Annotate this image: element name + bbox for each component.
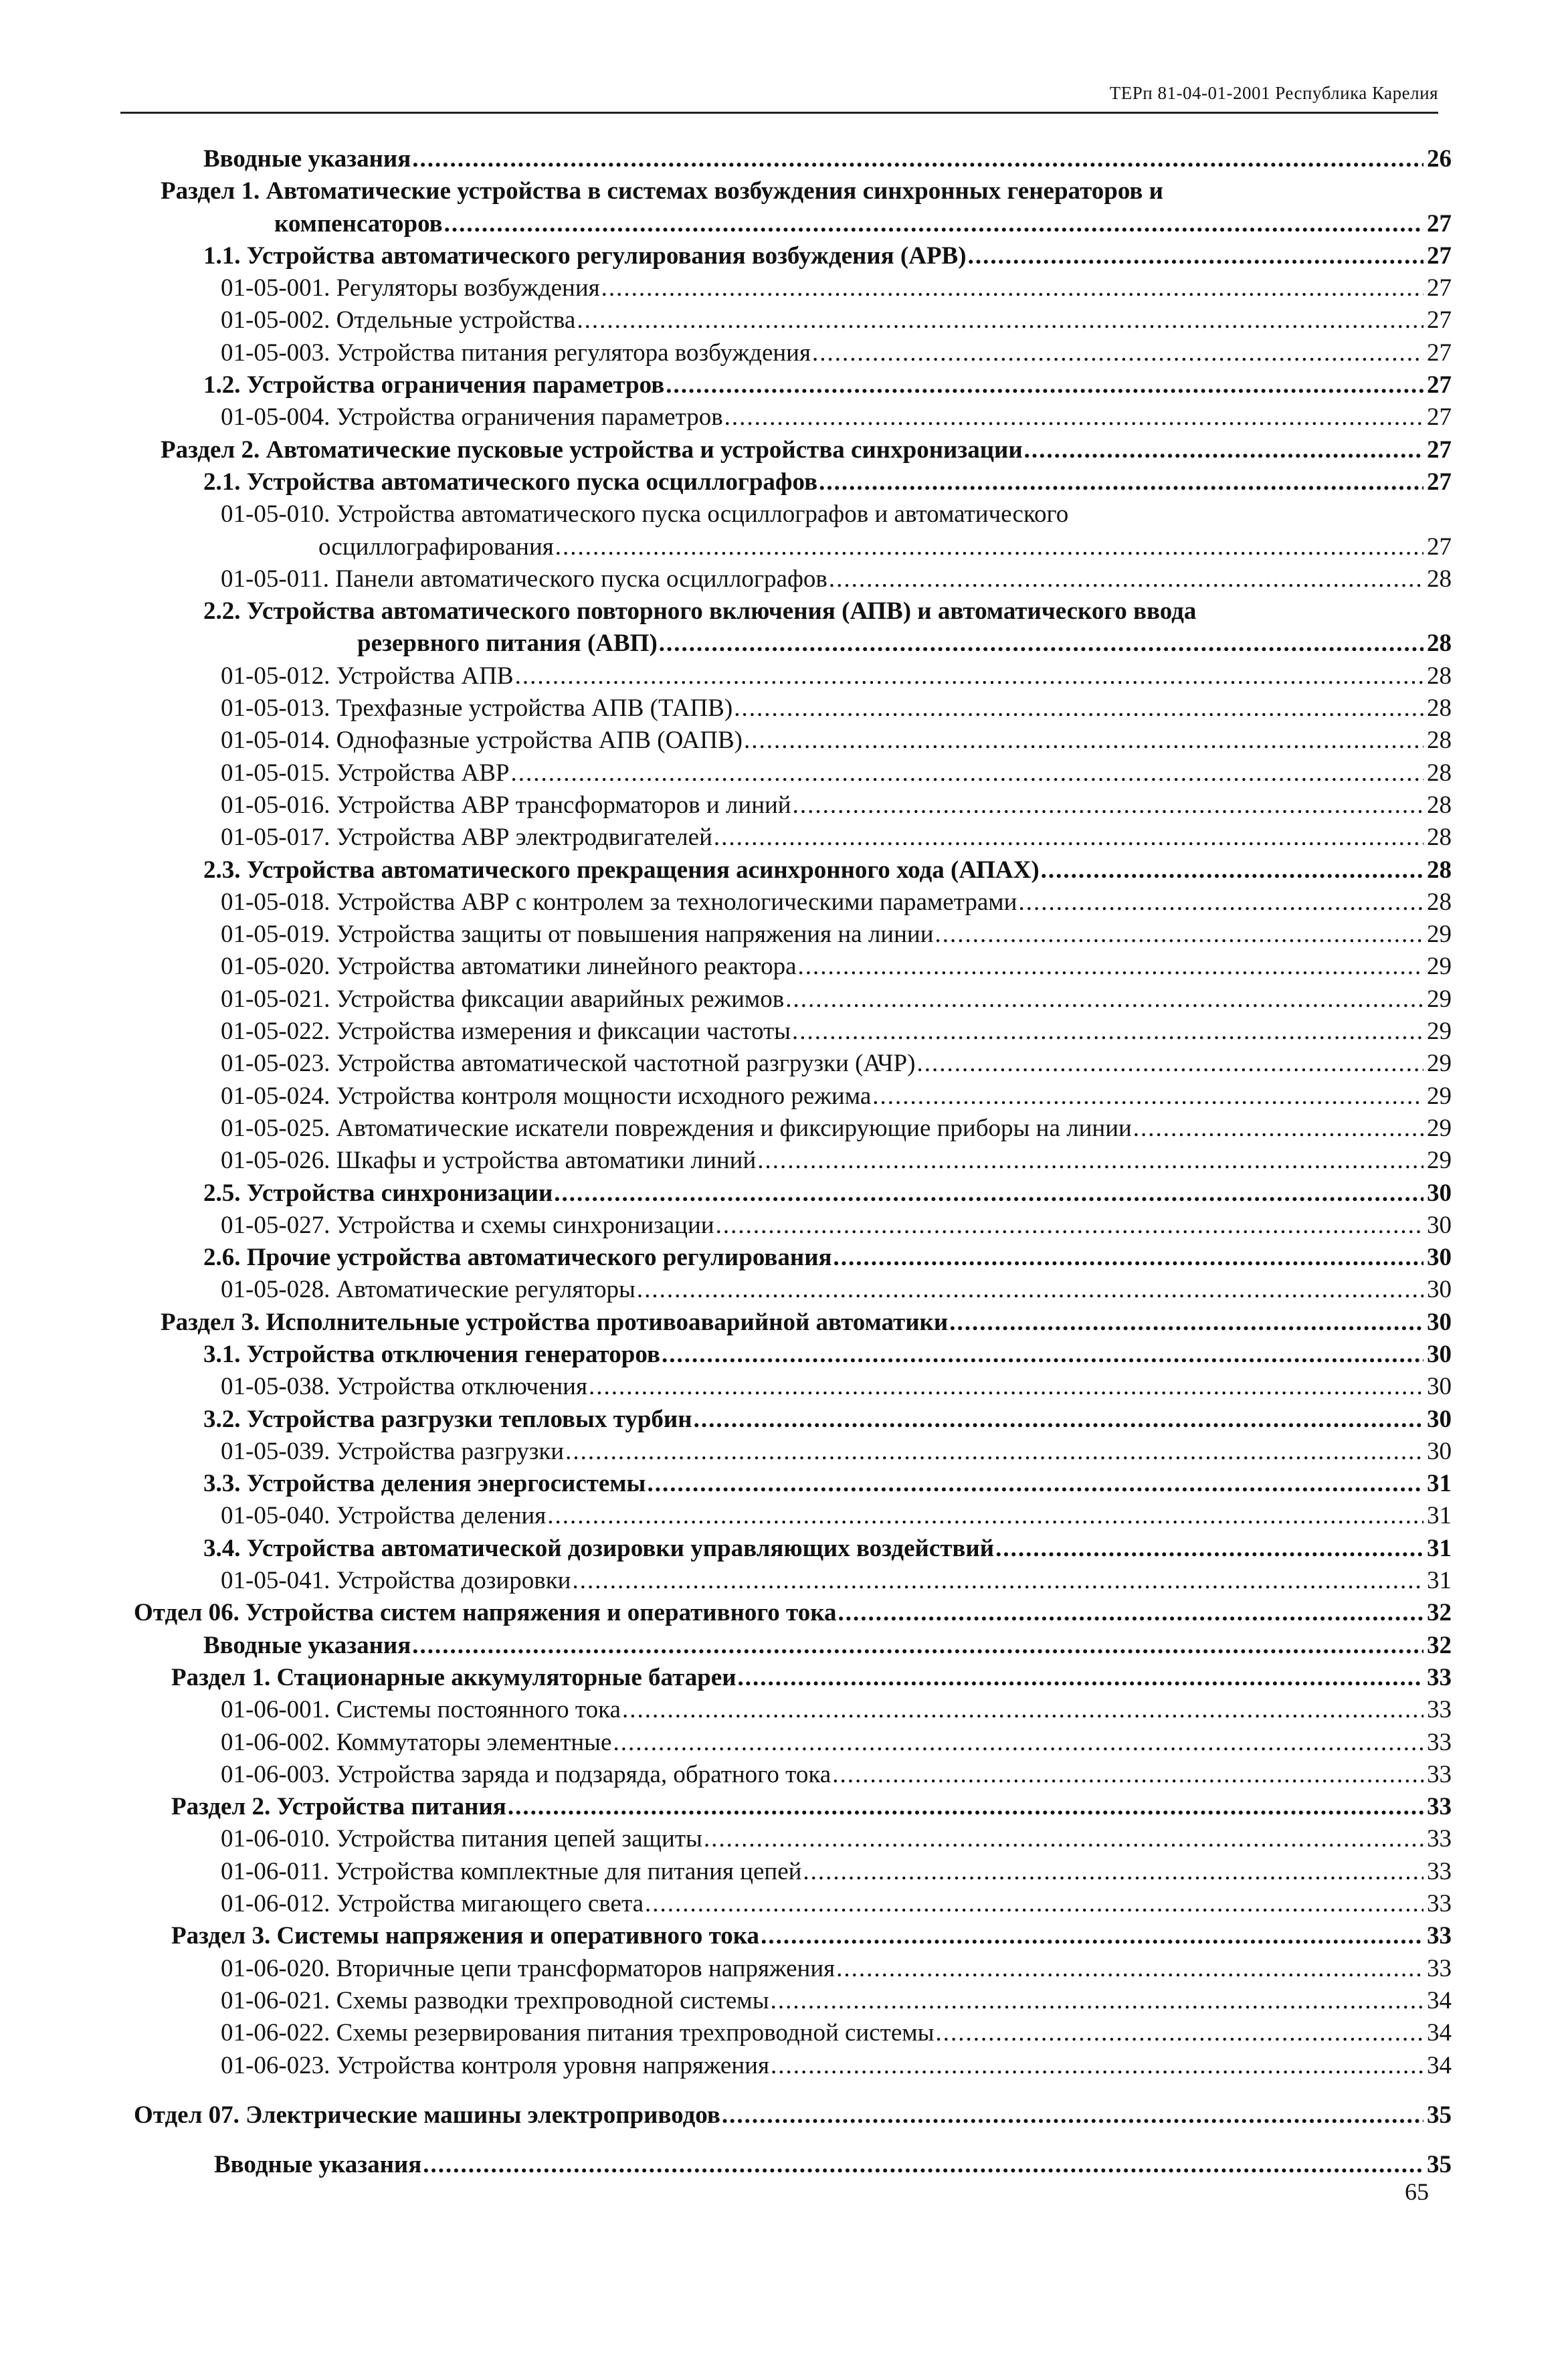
dot-leader [647, 1468, 1424, 1500]
toc-page-number: 30 [1427, 1308, 1452, 1336]
toc-entry-label-continuation: компенсаторов [274, 209, 443, 238]
toc-entry[interactable] [120, 1533, 1452, 1565]
toc-entry-label: 01-05-013. Трехфазные устройства АПВ (ТАПВ) [221, 694, 733, 723]
toc-page-number: 33 [1427, 1857, 1452, 1885]
toc-entry-label: 01-05-028. Автоматические регуляторы [221, 1276, 635, 1304]
toc-entry-label: 01-05-004. Устройства ограничения параметров [221, 403, 723, 432]
dot-leader [1018, 886, 1424, 919]
toc-entry[interactable] [120, 595, 1452, 660]
dot-leader [662, 1339, 1424, 1371]
dot-leader [622, 1694, 1424, 1726]
toc-entry-label: Раздел 2. Автоматические пусковые устройства и устройства синхронизации [161, 436, 1023, 464]
toc-page-number: 28 [1427, 694, 1452, 723]
toc-page-number: 35 [1427, 2101, 1452, 2129]
toc-entry-label: 01-05-011. Панели автоматического пуска осциллографов [221, 565, 827, 593]
toc-entry[interactable] [120, 1823, 1452, 1855]
toc-entry[interactable] [120, 337, 1452, 369]
dot-leader [838, 1597, 1424, 1629]
toc-entry[interactable] [120, 466, 1452, 498]
toc-entry[interactable] [120, 369, 1452, 401]
toc-entry[interactable] [120, 822, 1452, 854]
toc-entry-label: 01-06-010. Устройства питания цепей защиты [221, 1825, 702, 1853]
toc-entry-label: 1.1. Устройства автоматического регулирования возбуждения (АРВ) [203, 242, 967, 270]
toc-entry-label: 01-05-002. Отдельные устройства [221, 306, 576, 335]
dot-leader [803, 1856, 1424, 1888]
toc-page-number: 28 [1427, 888, 1452, 916]
toc-entry[interactable] [120, 1404, 1452, 1436]
dot-leader [872, 1080, 1424, 1113]
toc-entry[interactable] [120, 951, 1452, 983]
toc-entry[interactable] [120, 1016, 1452, 1048]
toc-page-number: 27 [1427, 209, 1452, 238]
toc-page-number: 27 [1427, 306, 1452, 335]
toc-entry[interactable] [120, 2149, 1452, 2181]
toc-entry[interactable] [120, 1630, 1452, 1662]
toc-entry-label: Раздел 3. Системы напряжения и оперативного тока [171, 1922, 760, 1950]
dot-leader [515, 660, 1424, 692]
toc-entry-label: 2.2. Устройства автоматического повторного включения (АПВ) и автоматического ввода [203, 597, 1197, 626]
dot-leader [832, 1759, 1424, 1791]
toc-entry-label: 01-05-016. Устройства АВР трансформаторов и линий [221, 791, 791, 819]
toc-entry-label: 01-05-025. Автоматические искатели повреждения и фиксирующие приборы на линии [221, 1114, 1132, 1142]
dot-leader [757, 1145, 1424, 1177]
toc-page-number: 28 [1427, 662, 1452, 690]
toc-entry[interactable] [120, 1759, 1452, 1791]
toc-page-number: 34 [1427, 2019, 1452, 2047]
toc-entry-label: 01-05-027. Устройства и схемы синхронизации [221, 1211, 714, 1239]
toc-page-number: 31 [1427, 1567, 1452, 1595]
dot-leader [744, 725, 1424, 757]
toc-entry[interactable] [120, 757, 1452, 789]
dot-leader [812, 337, 1424, 369]
toc-entry[interactable] [120, 1307, 1452, 1339]
toc-page-number: 29 [1427, 1082, 1452, 1110]
toc-entry-label: 01-05-026. Шкафы и устройства автоматики линий [221, 1147, 757, 1175]
toc-entry-label: Отдел 07. Электрические машины электроприводов [134, 2101, 720, 2129]
dot-leader [510, 757, 1424, 789]
toc-page-number: 27 [1427, 242, 1452, 270]
toc-entry[interactable] [120, 919, 1452, 951]
toc-entry-label: 3.1. Устройства отключения генераторов [203, 1340, 660, 1368]
toc-entry[interactable] [120, 498, 1452, 563]
toc-page-number: 32 [1427, 1631, 1452, 1659]
toc-entry[interactable] [120, 1145, 1452, 1177]
toc-page-number: 33 [1427, 1760, 1452, 1788]
dot-leader [829, 563, 1424, 595]
toc-entry[interactable] [120, 1210, 1452, 1242]
toc-page-number: 33 [1427, 1728, 1452, 1756]
dot-leader [968, 240, 1424, 272]
toc-page-number: 30 [1427, 1340, 1452, 1368]
toc-spacer [120, 2132, 1452, 2149]
toc-entry-label: 01-05-040. Устройства деления [221, 1502, 547, 1530]
toc-page-number: 30 [1427, 1211, 1452, 1239]
dot-leader [936, 2017, 1424, 2049]
dot-leader [577, 304, 1424, 337]
dot-leader [785, 983, 1424, 1016]
toc-page-number: 27 [1427, 533, 1452, 561]
toc-entry-label: 01-06-002. Коммутаторы элементные [221, 1728, 612, 1756]
toc-page-number: 29 [1427, 1050, 1452, 1078]
toc-entry-label: Вводные указания [214, 2151, 422, 2179]
toc-entry-label: 01-05-012. Устройства АПВ [221, 662, 514, 690]
dot-leader [666, 369, 1424, 401]
toc-entry-label: 01-06-003. Устройства заряда и подзаряда, обратного тока [221, 1760, 831, 1788]
toc-entry-label: 01-06-001. Системы постоянного тока [221, 1696, 621, 1724]
toc-entry[interactable] [120, 725, 1452, 757]
dot-leader [916, 1048, 1424, 1080]
toc-entry[interactable] [120, 1080, 1452, 1113]
toc-entry[interactable] [120, 2017, 1452, 2049]
toc-entry-label: 01-06-021. Схемы разводки трехпроводной системы [221, 1986, 769, 2014]
toc-page-number: 30 [1427, 1179, 1452, 1207]
toc-entry-label: 01-05-039. Устройства разгрузки [221, 1437, 565, 1465]
toc-page-number: 30 [1427, 1276, 1452, 1304]
toc-page-number: 27 [1427, 371, 1452, 399]
toc-page-number: 26 [1427, 145, 1452, 173]
toc-page-number: 27 [1427, 403, 1452, 432]
toc-page-number: 28 [1427, 565, 1452, 593]
toc-entry[interactable] [120, 1565, 1452, 1597]
toc-page-number: 29 [1427, 1018, 1452, 1046]
dot-leader [716, 1210, 1424, 1242]
toc-entry-label: Отдел 06. Устройства систем напряжения и оперативного тока [134, 1599, 837, 1627]
toc-entry-label: 01-05-038. Устройства отключения [221, 1373, 587, 1401]
toc-page-number: 27 [1427, 339, 1452, 367]
toc-entry[interactable] [120, 1274, 1452, 1306]
toc-page-number: 27 [1427, 468, 1452, 496]
toc-entry-label: 01-05-041. Устройства дозировки [221, 1567, 571, 1595]
toc-entry[interactable] [120, 1694, 1452, 1726]
page-number: 65 [1405, 2178, 1429, 2205]
toc-entry[interactable] [120, 886, 1452, 919]
dot-leader [1024, 434, 1424, 466]
dot-leader [722, 2099, 1424, 2132]
dot-leader [819, 466, 1424, 498]
toc-entry[interactable] [120, 1597, 1452, 1629]
toc-entry[interactable] [120, 1888, 1452, 1920]
toc-entry[interactable] [120, 1985, 1452, 2017]
toc-entry-label: 01-05-017. Устройства АВР электродвигателей [221, 824, 712, 852]
dot-leader [738, 1662, 1424, 1694]
toc-page-number: 30 [1427, 1244, 1452, 1272]
toc-entry-label: Раздел 1. Стационарные аккумуляторные батареи [171, 1663, 737, 1691]
toc-entry-label: 01-05-020. Устройства автоматики линейного реактора [221, 953, 797, 981]
toc-page-number: 35 [1427, 2151, 1452, 2179]
dot-leader [572, 1565, 1424, 1597]
toc-entry[interactable] [120, 2050, 1452, 2082]
toc-entry[interactable] [120, 1242, 1452, 1274]
toc-entry-label: 01-05-023. Устройства автоматической частотной разгрузки (АЧР) [221, 1050, 916, 1078]
toc-page-number: 29 [1427, 953, 1452, 981]
toc-entry-label: 01-05-018. Устройства АВР с контролем за технологическими параметрами [221, 888, 1017, 916]
toc-page-number: 29 [1427, 921, 1452, 949]
dot-leader [771, 1985, 1424, 2017]
table-of-contents [120, 143, 1452, 2181]
toc-page-number: 33 [1427, 1825, 1452, 1853]
dot-leader [793, 789, 1424, 822]
toc-entry[interactable] [120, 1339, 1452, 1371]
toc-page-number: 27 [1427, 274, 1452, 302]
toc-page-number: 31 [1427, 1502, 1452, 1530]
dot-leader [1041, 854, 1424, 886]
toc-entry[interactable] [120, 789, 1452, 822]
toc-page-number: 28 [1427, 759, 1452, 787]
toc-entry[interactable] [120, 401, 1452, 434]
toc-page-number: 29 [1427, 1147, 1452, 1175]
toc-entry[interactable] [120, 1113, 1452, 1145]
dot-leader [444, 208, 1424, 240]
toc-entry[interactable] [120, 854, 1452, 886]
toc-entry-label: 2.5. Устройства синхронизации [203, 1179, 553, 1207]
toc-entry-label: 01-05-021. Устройства фиксации аварийных режимов [221, 985, 785, 1013]
running-header: ТЕРп 81-04-01-2001 Республика Карелия [120, 83, 1438, 114]
toc-entry[interactable] [120, 660, 1452, 692]
toc-entry-label: Раздел 1. Автоматические устройства в системах возбуждения синхронных генераторов и [161, 177, 1163, 205]
toc-entry-label: 01-05-024. Устройства контроля мощности исходного режима [221, 1082, 872, 1110]
toc-entry[interactable] [120, 240, 1452, 272]
toc-page-number: 33 [1427, 1890, 1452, 1918]
toc-page-number: 28 [1427, 824, 1452, 852]
toc-page-number: 27 [1427, 436, 1452, 464]
dot-leader [555, 531, 1424, 563]
toc-entry[interactable] [120, 1920, 1452, 1952]
toc-page-number: 28 [1427, 727, 1452, 755]
toc-entry-label: 01-05-001. Регуляторы возбуждения [221, 274, 600, 302]
toc-entry[interactable] [120, 983, 1452, 1016]
toc-entry[interactable] [120, 1727, 1452, 1759]
dot-leader [645, 1888, 1424, 1920]
toc-page-number: 30 [1427, 1437, 1452, 1465]
toc-entry-label: 01-05-022. Устройства измерения и фиксации частоты [221, 1018, 791, 1046]
toc-entry[interactable] [120, 143, 1452, 175]
toc-entry-label: 2.6. Прочие устройства автоматического регулирования [203, 1244, 832, 1272]
toc-entry-label: 01-05-015. Устройства АВР [221, 759, 510, 787]
dot-leader [714, 822, 1424, 854]
dot-leader [836, 1953, 1424, 1985]
toc-entry[interactable] [120, 1953, 1452, 1985]
toc-entry-label: 1.2. Устройства ограничения параметров [203, 371, 665, 399]
dot-leader [949, 1307, 1424, 1339]
toc-page-number: 31 [1427, 1534, 1452, 1562]
toc-page-number: 28 [1427, 630, 1452, 658]
toc-entry-label: 01-06-023. Устройства контроля уровня напряжения [221, 2051, 769, 2079]
toc-entry-label: Раздел 3. Исполнительные устройства противоаварийной автоматики [161, 1308, 949, 1336]
dot-leader [547, 1500, 1424, 1532]
toc-spacer [120, 2082, 1452, 2099]
toc-page-number: 30 [1427, 1405, 1452, 1433]
toc-entry[interactable] [120, 1856, 1452, 1888]
toc-page-number: 33 [1427, 1696, 1452, 1724]
dot-leader [508, 1791, 1424, 1823]
toc-entry-label: 01-05-014. Однофазные устройства АПВ (ОАПВ) [221, 727, 743, 755]
dot-leader [724, 401, 1424, 434]
toc-entry[interactable] [120, 1662, 1452, 1694]
dot-leader [834, 1242, 1424, 1274]
toc-entry-label: 01-06-012. Устройства мигающего света [221, 1890, 644, 1918]
dot-leader [771, 2050, 1424, 2082]
dot-leader [613, 1727, 1424, 1759]
toc-entry[interactable] [120, 2099, 1452, 2132]
toc-entry[interactable] [120, 1791, 1452, 1823]
dot-leader [412, 143, 1424, 175]
toc-page-number: 32 [1427, 1599, 1452, 1627]
toc-page-number: 29 [1427, 1114, 1452, 1142]
dot-leader [734, 692, 1424, 725]
toc-entry-label: Вводные указания [203, 1631, 411, 1659]
toc-page-number: 33 [1427, 1793, 1452, 1821]
dot-leader [637, 1274, 1424, 1306]
toc-entry[interactable] [120, 692, 1452, 725]
toc-entry-label: Раздел 2. Устройства питания [171, 1793, 506, 1821]
toc-page-number: 33 [1427, 1922, 1452, 1950]
toc-page-number: 28 [1427, 791, 1452, 819]
dot-leader [659, 628, 1424, 660]
toc-page-number: 29 [1427, 985, 1452, 1013]
toc-entry[interactable] [120, 272, 1452, 304]
toc-entry-label: 01-06-011. Устройства комплектные для питания цепей [221, 1857, 802, 1885]
toc-page-number: 34 [1427, 2051, 1452, 2079]
toc-entry-label: Вводные указания [203, 145, 411, 173]
dot-leader [1133, 1113, 1424, 1145]
toc-entry[interactable] [120, 563, 1452, 595]
toc-entry[interactable] [120, 434, 1452, 466]
toc-entry[interactable] [120, 1048, 1452, 1080]
toc-entry-label: 01-05-019. Устройства защиты от повышения напряжения на линии [221, 921, 934, 949]
toc-entry-label: 01-05-003. Устройства питания регулятора возбуждения [221, 339, 811, 367]
toc-entry[interactable] [120, 175, 1452, 240]
toc-entry[interactable] [120, 1436, 1452, 1468]
dot-leader [554, 1177, 1424, 1210]
toc-entry-label: 3.3. Устройства деления энергосистемы [203, 1470, 646, 1498]
toc-entry-label: 3.4. Устройства автоматической дозировки управляющих воздействий [203, 1534, 995, 1562]
toc-page-number: 30 [1427, 1373, 1452, 1401]
toc-entry-label: 3.2. Устройства разгрузки тепловых турбин [203, 1405, 692, 1433]
toc-entry-label: 01-06-020. Вторичные цепи трансформаторов напряжения [221, 1954, 836, 1982]
dot-leader [792, 1016, 1424, 1048]
toc-entry[interactable] [120, 1468, 1452, 1500]
toc-entry[interactable] [120, 1371, 1452, 1403]
dot-leader [423, 2149, 1424, 2181]
dot-leader [704, 1823, 1424, 1855]
toc-entry-label: 2.3. Устройства автоматического прекращения асинхронного хода (АПАХ) [203, 856, 1040, 884]
toc-page-number: 28 [1427, 856, 1452, 884]
toc-entry[interactable] [120, 1177, 1452, 1210]
dot-leader [565, 1436, 1424, 1468]
dot-leader [761, 1920, 1424, 1952]
dot-leader [412, 1630, 1424, 1662]
dot-leader [694, 1404, 1424, 1436]
toc-entry-label-continuation: осциллографирования [318, 533, 554, 561]
toc-entry-label: 01-05-010. Устройства автоматического пуска осциллографов и автоматического [221, 500, 1069, 529]
toc-entry[interactable] [120, 304, 1452, 337]
dot-leader [601, 272, 1424, 304]
dot-leader [589, 1371, 1424, 1403]
toc-page-number: 33 [1427, 1663, 1452, 1691]
toc-page-number: 34 [1427, 1986, 1452, 2014]
dot-leader [995, 1533, 1424, 1565]
dot-leader [935, 919, 1424, 951]
toc-entry-label-continuation: резервного питания (АВП) [357, 630, 658, 658]
toc-entry-label: 2.1. Устройства автоматического пуска осциллографов [203, 468, 818, 496]
toc-page-number: 33 [1427, 1954, 1452, 1982]
toc-entry-label: 01-06-022. Схемы резервирования питания трехпроводной системы [221, 2019, 935, 2047]
toc-page-number: 31 [1427, 1470, 1452, 1498]
toc-entry[interactable] [120, 1500, 1452, 1532]
dot-leader [798, 951, 1424, 983]
